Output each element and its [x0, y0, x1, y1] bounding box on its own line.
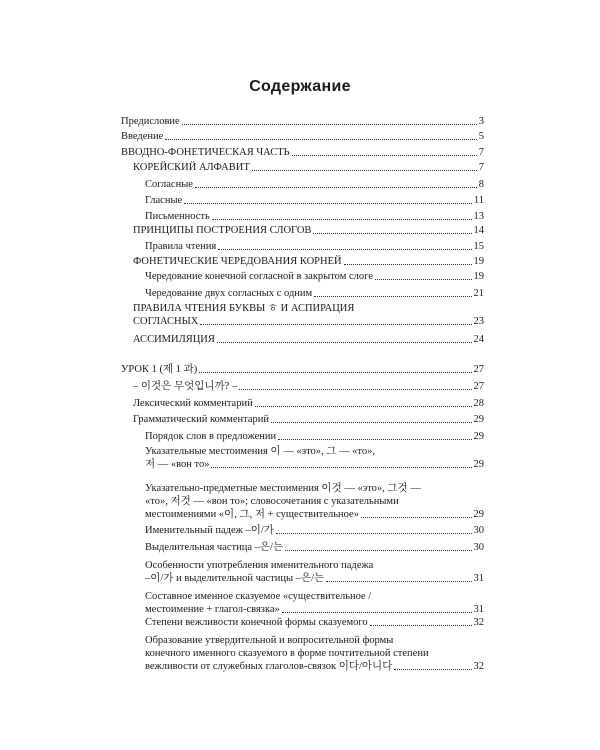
- page-number: 27: [473, 381, 484, 392]
- page-number: 31: [473, 604, 484, 615]
- toc-entry-label: Лексический комментарий: [133, 398, 253, 409]
- page-number: 30: [473, 542, 484, 553]
- toc-entry-label: ФОНЕТИЧЕСКИЕ ЧЕРЕДОВАНИЯ КОРНЕЙ: [133, 256, 342, 267]
- page-number: 19: [473, 256, 484, 267]
- toc-entry-label: АССИМИЛЯЦИЯ: [133, 334, 215, 345]
- toc-entry-text: Составное именное сказуемое «существительное /: [145, 591, 372, 602]
- toc-entry-label: Предисловие: [121, 116, 180, 127]
- toc-entry[interactable]: [121, 115, 484, 128]
- dot-leader: [271, 421, 471, 423]
- page-number: 14: [473, 225, 484, 236]
- dot-leader: [212, 218, 472, 220]
- dot-leader: [184, 202, 472, 204]
- toc-entry-label: Правила чтения: [145, 241, 217, 252]
- page-number: 29: [473, 414, 484, 425]
- toc-entry-label: ПРИНЦИПЫ ПОСТРОЕНИЯ СЛОГОВ: [133, 225, 312, 236]
- dot-leader: [217, 341, 472, 343]
- toc-entry-label: местоимениями «이, 그, 저 + существительное»: [145, 509, 359, 520]
- dot-leader: [326, 580, 471, 582]
- toc-entry[interactable]: [133, 161, 484, 174]
- toc-entry-label: Введение: [121, 131, 164, 142]
- toc-entry[interactable]: [145, 194, 484, 207]
- dot-leader: [370, 624, 472, 626]
- page-number: 30: [473, 525, 484, 536]
- page-number: 8: [478, 179, 484, 190]
- page-number: 5: [478, 131, 484, 142]
- toc-entry-label: Именительный падеж –이/가: [145, 525, 274, 536]
- toc-entry[interactable]: [133, 333, 484, 346]
- dot-leader: [285, 549, 471, 551]
- toc-entry-text: Указательные местоимения 이 — «это», 그 — «то»,: [145, 446, 375, 457]
- toc-entry-label: Гласные: [145, 195, 183, 206]
- page-number: 29: [473, 509, 484, 520]
- page-number: 32: [473, 661, 484, 672]
- dot-leader: [200, 323, 471, 325]
- toc-entry-text: ПРАВИЛА ЧТЕНИЯ БУКВЫ ㅎ И АСПИРАЦИЯ: [133, 303, 355, 314]
- dot-leader: [282, 611, 472, 613]
- dot-leader: [252, 169, 477, 171]
- toc-entry-label: Согласные: [145, 179, 193, 190]
- toc-entry-text: Указательно-предметные местоимения 이것 — «это», 그것 —: [145, 483, 421, 494]
- page-number: 32: [473, 617, 484, 628]
- toc-entry[interactable]: [145, 210, 484, 223]
- toc-entry[interactable]: [133, 224, 484, 237]
- toc-entry[interactable]: [145, 287, 484, 300]
- toc-entry-label: СОГЛАСНЫХ: [133, 316, 199, 327]
- toc-entry[interactable]: [145, 430, 484, 443]
- toc-entry-label: местоимение + глагол-связка»: [145, 604, 280, 615]
- toc-entry[interactable]: [121, 146, 484, 159]
- dot-leader: [314, 295, 471, 297]
- dot-leader: [292, 154, 477, 156]
- dot-leader: [195, 186, 477, 188]
- dot-leader: [394, 668, 471, 670]
- toc-entry[interactable]: [145, 559, 484, 585]
- page-number: 24: [473, 334, 484, 345]
- toc-entry[interactable]: [145, 634, 484, 673]
- toc-entry-label: Выделительная частица –은/는: [145, 542, 284, 553]
- toc-entry-label: Письменность: [145, 211, 210, 222]
- page-number: 19: [473, 271, 484, 282]
- toc-entry-label: Порядок слов в предложении: [145, 431, 277, 442]
- dot-leader: [199, 371, 471, 373]
- page-number: 27: [473, 364, 484, 375]
- page-number: 21: [473, 288, 484, 299]
- dot-leader: [375, 278, 472, 280]
- page-number: 7: [478, 147, 484, 158]
- toc-entry[interactable]: [145, 270, 484, 283]
- dot-leader: [313, 232, 471, 234]
- toc-entry[interactable]: [145, 482, 484, 521]
- toc-entry[interactable]: [145, 524, 484, 537]
- page-number: 29: [473, 459, 484, 470]
- toc-entry[interactable]: [133, 413, 484, 426]
- toc-entry-label: – 이것은 무엇입니까? –: [133, 381, 238, 392]
- toc-entry-label: КОРЕЙСКИЙ АЛФАВИТ: [133, 162, 250, 173]
- dot-leader: [211, 466, 471, 468]
- page-title: Содержание: [249, 78, 351, 95]
- toc-entry-text: конечного именного сказуемого в форме почтительной степени: [145, 648, 429, 659]
- page-number: 29: [473, 431, 484, 442]
- dot-leader: [276, 532, 472, 534]
- page-number: 31: [473, 573, 484, 584]
- toc-entry-text: Образование утвердительной и вопросительной формы: [145, 635, 394, 646]
- page-number: 15: [473, 241, 484, 252]
- toc-entry-label: УРОК 1 (제 1 과): [121, 364, 198, 375]
- toc-entry-label: –이/가 и выделительной частицы –은/는: [145, 573, 325, 584]
- toc-entry[interactable]: [121, 130, 484, 143]
- dot-leader: [239, 388, 471, 390]
- toc-entry[interactable]: [145, 178, 484, 191]
- page-number: 7: [478, 162, 484, 173]
- toc-entry[interactable]: [145, 616, 484, 629]
- dot-leader: [218, 248, 471, 250]
- dot-leader: [255, 405, 472, 407]
- toc-entry[interactable]: [133, 380, 484, 393]
- dot-leader: [361, 516, 472, 518]
- page-number: 3: [478, 116, 484, 127]
- toc-entry[interactable]: [145, 445, 484, 471]
- page-number: 13: [473, 211, 484, 222]
- toc-entry[interactable]: [145, 590, 484, 616]
- toc-entry-label: Чередование конечной согласной в закрытом слоге: [145, 271, 373, 282]
- toc-entry[interactable]: [133, 255, 484, 268]
- toc-entry-text: «то», 저것 — «вон то»; словосочетания с указательными: [145, 496, 399, 507]
- toc-entry[interactable]: [133, 302, 484, 328]
- page-number: 23: [473, 316, 484, 327]
- toc-entry-label: 저 — «вон то»: [145, 459, 210, 470]
- toc-entry-label: вежливости от служебных глаголов-связок 이다/아니다: [145, 661, 393, 672]
- toc-entry[interactable]: [121, 363, 484, 376]
- dot-leader: [165, 138, 476, 140]
- dot-leader: [182, 123, 477, 125]
- dot-leader: [344, 263, 472, 265]
- dot-leader: [278, 438, 471, 440]
- toc-entry-label: ВВОДНО-ФОНЕТИЧЕСКАЯ ЧАСТЬ: [121, 147, 290, 158]
- toc-entry-label: Чередование двух согласных с одним: [145, 288, 313, 299]
- page-number: 28: [473, 398, 484, 409]
- page-number: 11: [473, 195, 484, 206]
- toc-entry-text: Особенности употребления именительного падежа: [145, 560, 374, 571]
- toc-entry-label: Грамматический комментарий: [133, 414, 270, 425]
- toc-entry[interactable]: [145, 240, 484, 253]
- toc-entry-label: Степени вежливости конечной формы сказуемого: [145, 617, 368, 628]
- toc-entry[interactable]: [133, 397, 484, 410]
- toc-entry[interactable]: [145, 541, 484, 554]
